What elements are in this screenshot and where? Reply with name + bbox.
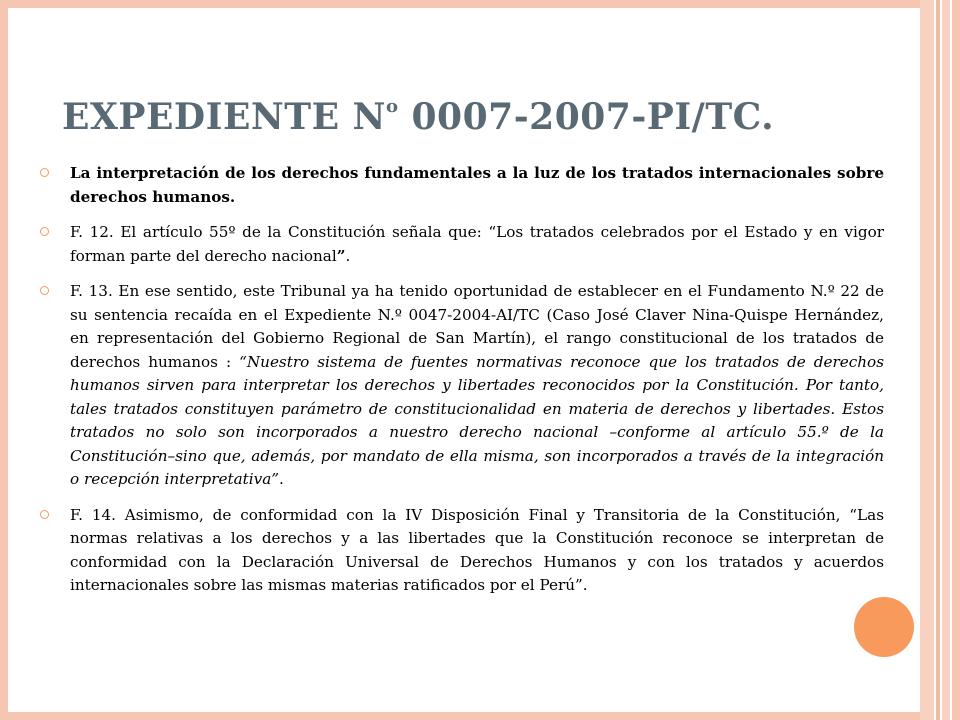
bullet-text-part: F. 12. El artículo 55º de la Constitución señala que: “Los tratados celebrados por el Estado y en vigor forman parte del derecho nacional <box>70 223 884 265</box>
bullet-text-quote: “Nuestro sistema de fuentes normativas reconoce que los tratados de derechos humanos sirven para interpretar los derechos y libertades reconocidos por la Constitución. Por tanto, tales tratados constituyen parámetro de constitucionalidad en materia de derechos y libertades. Estos tratados no solo son incorporados a nuestro derecho nacional –conforme al artículo 55.º de la Constitución–sino que, además, por mandato de ella misma, son incorporados a través de la integración o recepción interpretativa” <box>70 352 884 488</box>
slide-title <box>62 96 774 138</box>
bullet-text-part: F. 13. En ese sentido, este Tribunal ya ha tenido oportunidad de establecer en el Fundamento N.º 22 de su sentencia recaída en el Expediente N.º 0047-2004-AI/TC (Caso José Claver Nina-Quispe Hernández, en representación del Gobierno Regional de San Martín), el rango constitucional de los tratados de derechos humanos : <box>70 282 884 371</box>
title-superscript: o <box>385 96 399 117</box>
frame-left-border <box>0 0 8 720</box>
title-rest: 0007-2007-PI/TC. <box>398 96 775 138</box>
bullet-item <box>40 280 884 492</box>
decorative-orange-circle <box>854 597 914 657</box>
bullet-circle-icon <box>40 168 49 177</box>
slide-content <box>40 162 884 610</box>
bullet-text-end: . <box>345 246 351 265</box>
bullet-circle-icon <box>40 286 49 295</box>
frame-bottom-border <box>0 712 960 720</box>
bullet-circle-icon <box>40 510 49 519</box>
bullet-item <box>40 162 884 209</box>
bullet-text-bold-quote: ” <box>336 246 346 265</box>
title-main: EXPEDIENTE N <box>62 96 386 138</box>
bullet-text: La interpretación de los derechos fundamentales a la luz de los tratados internacionales sobre derechos humanos. <box>70 164 884 206</box>
bullet-text-end: . <box>279 470 284 488</box>
bullet-text <box>70 280 884 492</box>
frame-top-border <box>0 0 960 8</box>
bullet-text: F. 14. Asimismo, de conformidad con la IV Disposición Final y Transitoria de la Constitución, “Las normas relativas a los derechos y a las libertades que la Constitución reconoce se interpretan de conformidad con la Declaración Universal de Derechos Humanos y con los tratados y acuerdos internacionales sobre las mismas materias ratificados por el Perú”. <box>70 505 884 594</box>
bullet-text <box>70 221 884 268</box>
decorative-stripes <box>920 0 960 720</box>
bullet-item <box>40 221 884 268</box>
bullet-circle-icon <box>40 227 49 236</box>
bullet-item <box>40 504 884 598</box>
